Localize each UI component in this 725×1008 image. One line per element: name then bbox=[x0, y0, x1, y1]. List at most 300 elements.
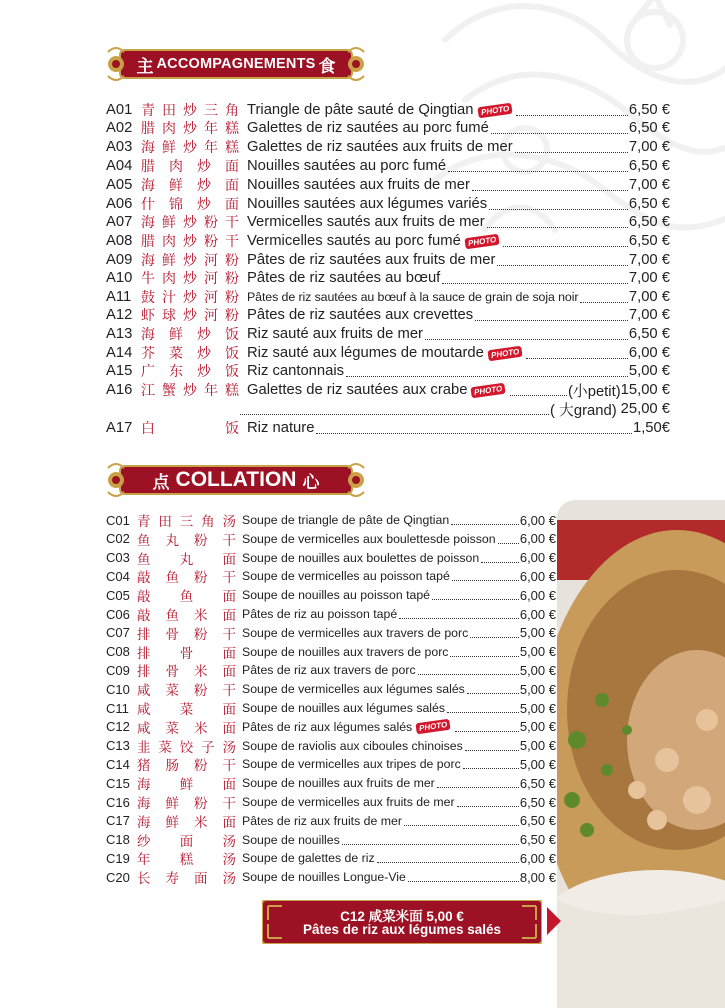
cn-char: 粉 bbox=[225, 271, 239, 287]
cn-char: 鱼 bbox=[165, 608, 179, 624]
item-price: 8,00 € bbox=[519, 869, 556, 885]
item-code: C09 bbox=[106, 662, 130, 678]
cn-char: 糕 bbox=[179, 852, 194, 869]
dot-leader bbox=[442, 283, 628, 284]
item-price: 6,00 € bbox=[519, 587, 556, 603]
dot-leader bbox=[489, 209, 628, 210]
cn-char: 面 bbox=[179, 833, 194, 850]
menu-item-row bbox=[106, 812, 556, 830]
cn-char: 汤 bbox=[222, 871, 236, 888]
item-code: C17 bbox=[106, 813, 130, 829]
item-code: C20 bbox=[106, 869, 130, 885]
food-photo bbox=[557, 500, 725, 1008]
cn-char: 田 bbox=[158, 514, 172, 530]
item-chinese-name bbox=[141, 268, 239, 288]
cn-char: 粉 bbox=[225, 290, 239, 306]
cn-char: 骨 bbox=[179, 645, 194, 662]
cn-char: 糕 bbox=[225, 383, 239, 399]
item-chinese-name bbox=[137, 773, 236, 793]
item-french-name: Galettes de riz sautées aux crabe bbox=[247, 382, 468, 398]
cn-char: 干 bbox=[225, 215, 239, 231]
item-code: C10 bbox=[106, 681, 130, 697]
item-code: C07 bbox=[106, 625, 130, 641]
cn-char: 鱼 bbox=[137, 551, 151, 568]
item-price: 5,00 € bbox=[519, 738, 556, 754]
cn-char: 面 bbox=[225, 159, 239, 175]
cn-char: 干 bbox=[222, 683, 236, 700]
item-price: 6,50 € bbox=[628, 102, 670, 118]
dot-leader bbox=[455, 731, 519, 732]
cn-char: 腊 bbox=[141, 121, 155, 137]
item-price: 15,00 € bbox=[620, 382, 670, 398]
cn-char: 三 bbox=[204, 103, 218, 119]
item-chinese-name bbox=[137, 679, 236, 699]
cn-char: 鱼 bbox=[165, 570, 179, 587]
cn-char: 面 bbox=[222, 777, 236, 794]
menu-item-row bbox=[106, 157, 670, 175]
cn-char: 河 bbox=[204, 253, 218, 269]
item-code: A17 bbox=[106, 420, 133, 436]
cn-char: 面 bbox=[222, 720, 236, 737]
photo-badge: PHOTO bbox=[464, 233, 500, 249]
item-chinese-name bbox=[137, 754, 236, 774]
cn-char: 咸 bbox=[137, 702, 151, 718]
item-chinese-name bbox=[141, 361, 239, 381]
item-price: 7,00 € bbox=[628, 270, 670, 286]
menu-item-row bbox=[106, 680, 556, 698]
cn-char: 什 bbox=[141, 197, 155, 213]
photo-caption bbox=[262, 900, 542, 944]
item-code: A01 bbox=[106, 102, 133, 118]
banner-cn-right: 食 bbox=[318, 56, 336, 77]
cn-char: 海 bbox=[137, 777, 151, 794]
item-price: 7,00 € bbox=[628, 139, 670, 155]
item-price: 6,00 € bbox=[519, 550, 556, 566]
item-code: C18 bbox=[106, 832, 130, 848]
item-code: A06 bbox=[106, 196, 133, 212]
item-chinese-name bbox=[137, 736, 236, 756]
item-french-name: Nouilles sautées aux légumes variés bbox=[247, 196, 488, 212]
cn-char: 角 bbox=[201, 514, 215, 530]
menu-item-row bbox=[106, 511, 556, 529]
item-french-name: Soupe de nouilles bbox=[242, 832, 340, 847]
item-chinese-name bbox=[137, 642, 236, 662]
cn-char: 汤 bbox=[222, 852, 236, 869]
item-french-name: Soupe de vermicelles aux tripes de porc bbox=[242, 757, 461, 772]
cn-char: 鱼 bbox=[179, 589, 194, 606]
item-french-name: Soupe de nouilles aux boulettes de poisson bbox=[242, 550, 480, 565]
menu-item-row bbox=[106, 251, 670, 269]
cn-char: 广 bbox=[141, 364, 155, 380]
item-price: 6,00 € bbox=[519, 512, 556, 528]
dot-leader bbox=[377, 862, 519, 863]
cn-char: 炒 bbox=[183, 271, 197, 287]
item-french-name: Soupe de vermicelles aux boulettesde poisson bbox=[242, 531, 496, 546]
cn-char: 干 bbox=[222, 626, 236, 643]
menu-item-row bbox=[106, 362, 670, 380]
cn-char: 干 bbox=[222, 758, 236, 775]
item-price: 7,00 € bbox=[628, 289, 670, 305]
item-chinese-name bbox=[137, 867, 236, 887]
item-french-name: Nouilles sautées au porc fumé bbox=[247, 158, 447, 174]
cn-char: 饭 bbox=[225, 421, 239, 437]
cn-char: 面 bbox=[222, 589, 236, 606]
banner-cn-right: 心 bbox=[302, 472, 320, 493]
item-french-name: Nouilles sautées aux fruits de mer bbox=[247, 177, 470, 193]
dot-leader bbox=[491, 133, 628, 134]
menu-item-row bbox=[106, 119, 670, 137]
dot-leader bbox=[498, 543, 519, 544]
menu-item-row bbox=[106, 849, 556, 867]
cn-char: 菜 bbox=[165, 720, 179, 737]
photo-badge: PHOTO bbox=[416, 719, 452, 735]
cn-char: 敲 bbox=[137, 608, 151, 624]
cn-char: 面 bbox=[194, 871, 208, 888]
cn-char: 年 bbox=[137, 852, 151, 869]
item-code: C08 bbox=[106, 644, 130, 660]
menu-item-row bbox=[106, 195, 670, 213]
cn-char: 海 bbox=[141, 178, 155, 194]
cn-char: 粉 bbox=[194, 796, 208, 812]
item-chinese-name bbox=[137, 811, 236, 831]
cn-char: 韭 bbox=[137, 739, 151, 756]
caption-arrow-icon bbox=[547, 907, 561, 935]
item-french-name: Riz nature bbox=[247, 420, 315, 436]
cn-char: 牛 bbox=[141, 271, 155, 287]
cn-char: 炒 bbox=[197, 178, 211, 194]
item-code: C15 bbox=[106, 775, 130, 791]
cn-char: 骨 bbox=[165, 626, 179, 643]
section-banner-accompagnements bbox=[106, 44, 366, 84]
cn-char: 炒 bbox=[183, 290, 197, 306]
cn-char: 菜 bbox=[179, 702, 194, 718]
cn-char: 面 bbox=[225, 197, 239, 213]
dot-leader bbox=[516, 115, 628, 116]
cn-char: 面 bbox=[225, 178, 239, 194]
cn-char: 炒 bbox=[197, 197, 211, 213]
item-chinese-name bbox=[141, 156, 239, 176]
item-chinese-name bbox=[141, 324, 239, 344]
cn-char: 肠 bbox=[165, 758, 179, 775]
cn-char: 白 bbox=[141, 421, 155, 437]
dot-leader bbox=[448, 171, 628, 172]
item-price: 7,00 € bbox=[628, 177, 670, 193]
menu-item-row bbox=[106, 288, 670, 306]
menu-item-row bbox=[106, 381, 670, 399]
cn-char: 河 bbox=[204, 308, 218, 324]
cn-char: 糕 bbox=[225, 121, 239, 137]
menu-item-row bbox=[106, 567, 556, 585]
dot-leader bbox=[472, 190, 628, 191]
item-french-name: Vermicelles sautés aux fruits de mer bbox=[247, 214, 485, 230]
item-chinese-name bbox=[141, 231, 239, 251]
cn-char: 炒 bbox=[183, 253, 197, 269]
cn-char: 粉 bbox=[194, 626, 208, 643]
cn-char: 米 bbox=[194, 720, 208, 737]
item-french-name: Soupe de vermicelles aux légumes salés bbox=[242, 682, 465, 697]
item-french-name: Pâtes de riz sautées aux fruits de mer bbox=[247, 252, 496, 268]
cn-char: 饭 bbox=[225, 364, 239, 380]
section-title: COLLATION bbox=[175, 468, 297, 491]
cn-char: 炒 bbox=[183, 140, 197, 156]
menu-item-row bbox=[106, 586, 556, 604]
item-code: A08 bbox=[106, 233, 133, 249]
dot-leader bbox=[408, 881, 519, 882]
item-code: C11 bbox=[106, 700, 129, 716]
item-chinese-name bbox=[137, 529, 236, 549]
menu-item-row bbox=[106, 868, 556, 886]
cn-char: 炒 bbox=[183, 383, 197, 399]
cn-char: 面 bbox=[222, 664, 236, 681]
item-price: 5,00 € bbox=[519, 625, 556, 641]
item-code: A02 bbox=[106, 120, 133, 136]
item-price: 6,50 € bbox=[519, 813, 556, 829]
cn-char: 面 bbox=[222, 551, 236, 568]
cn-char: 咸 bbox=[137, 683, 151, 700]
cn-char: 丸 bbox=[165, 532, 179, 549]
item-code: C06 bbox=[106, 606, 130, 622]
cn-char: 面 bbox=[222, 814, 236, 831]
item-price: 6,50 € bbox=[628, 158, 670, 174]
item-chinese-name bbox=[137, 566, 236, 586]
banner-cn-left: 主 bbox=[136, 56, 154, 77]
item-code: A15 bbox=[106, 363, 133, 379]
item-price: 6,00 € bbox=[628, 345, 670, 361]
item-french-name: Soupe de vermicelles aux travers de porc bbox=[242, 625, 469, 640]
item-chinese-name bbox=[137, 623, 236, 643]
cn-char: 海 bbox=[141, 327, 155, 343]
cn-char: 骨 bbox=[165, 664, 179, 681]
menu-item-row bbox=[106, 774, 556, 792]
menu-item-row bbox=[106, 718, 556, 736]
cn-char: 寿 bbox=[165, 871, 179, 888]
item-chinese-name bbox=[137, 717, 236, 737]
dot-leader bbox=[580, 302, 627, 303]
cn-char: 粉 bbox=[204, 215, 218, 231]
size-label: ( 大grand) bbox=[550, 402, 617, 419]
item-french-name: Soupe de vermicelles au poisson tapé bbox=[242, 569, 450, 584]
cn-char: 鲜 bbox=[165, 796, 179, 812]
menu-item-row bbox=[106, 699, 556, 717]
dot-leader bbox=[463, 768, 519, 769]
item-price: 6,00 € bbox=[519, 850, 556, 866]
cn-char: 饺 bbox=[179, 739, 194, 756]
dot-leader bbox=[510, 395, 567, 396]
cn-char: 干 bbox=[222, 796, 236, 812]
item-chinese-name bbox=[141, 212, 239, 232]
dot-leader bbox=[451, 524, 519, 525]
dot-leader bbox=[450, 656, 518, 657]
dot-leader bbox=[465, 750, 519, 751]
item-french-name: Soupe de nouilles Longue-Vie bbox=[242, 870, 406, 885]
cn-char: 芥 bbox=[141, 346, 155, 362]
dot-leader bbox=[399, 618, 519, 619]
item-code: C02 bbox=[106, 531, 130, 547]
item-french-name: Soupe de nouilles au poisson tapé bbox=[242, 588, 431, 603]
item-code: A13 bbox=[106, 326, 133, 342]
item-price: 7,00 € bbox=[628, 307, 670, 323]
caption-line1: C12 咸菜米面 5,00 € bbox=[340, 909, 464, 924]
dot-leader bbox=[437, 787, 519, 788]
item-french-name: Riz sauté aux légumes de moutarde bbox=[247, 345, 484, 361]
item-chinese-name bbox=[137, 510, 236, 530]
cn-char: 虾 bbox=[141, 308, 155, 324]
cn-char: 干 bbox=[222, 532, 236, 549]
cn-char: 炒 bbox=[183, 234, 197, 250]
item-code: C03 bbox=[106, 550, 130, 566]
item-price: 5,00 € bbox=[519, 662, 556, 678]
cn-char: 饭 bbox=[225, 346, 239, 362]
cn-char: 腊 bbox=[141, 234, 155, 250]
item-code: C14 bbox=[106, 756, 130, 772]
item-code: C01 bbox=[106, 512, 130, 528]
item-price: 5,00 € bbox=[628, 363, 670, 379]
item-french-name: Riz cantonnais bbox=[247, 363, 345, 379]
item-french-name: Pâtes de riz au poisson tapé bbox=[242, 607, 398, 621]
dot-leader bbox=[481, 562, 519, 563]
cn-char: 干 bbox=[225, 234, 239, 250]
item-french-name: Soupe de nouilles aux fruits de mer bbox=[242, 776, 435, 791]
menu-item-row bbox=[106, 793, 556, 811]
cn-char: 粉 bbox=[225, 308, 239, 324]
cn-char: 敲 bbox=[137, 589, 151, 606]
dot-leader bbox=[404, 825, 519, 826]
cn-char: 鱼 bbox=[137, 532, 151, 549]
item-code: A07 bbox=[106, 214, 133, 230]
item-price: 5,00 € bbox=[519, 719, 556, 735]
cn-char: 鲜 bbox=[169, 178, 183, 194]
item-code: A09 bbox=[106, 252, 133, 268]
item-code: A11 bbox=[106, 289, 132, 305]
cn-char: 鲜 bbox=[162, 215, 176, 231]
item-chinese-name bbox=[141, 250, 239, 270]
item-code: C16 bbox=[106, 794, 130, 810]
item-code: A12 bbox=[106, 307, 133, 323]
cn-char: 三 bbox=[179, 514, 194, 530]
item-chinese-name bbox=[141, 343, 239, 363]
cn-char: 江 bbox=[141, 383, 155, 399]
cn-char: 鲜 bbox=[162, 140, 176, 156]
item-code: C19 bbox=[106, 850, 130, 866]
cn-char: 角 bbox=[225, 103, 239, 119]
dot-leader bbox=[240, 414, 549, 415]
dot-leader bbox=[418, 674, 519, 675]
item-price: 6,50 € bbox=[628, 120, 670, 136]
dot-leader bbox=[457, 806, 519, 807]
item-code: A16 bbox=[106, 382, 133, 398]
dot-leader bbox=[526, 358, 628, 359]
cn-char: 干 bbox=[222, 570, 236, 587]
item-price: 6,50 € bbox=[519, 832, 556, 848]
cn-char: 菜 bbox=[158, 739, 172, 756]
cn-char: 粉 bbox=[204, 234, 218, 250]
menu-item-row bbox=[106, 831, 556, 849]
cn-char: 米 bbox=[194, 814, 208, 831]
cn-char: 糕 bbox=[225, 140, 239, 156]
cn-char: 年 bbox=[204, 121, 218, 137]
menu-item-row bbox=[106, 661, 556, 679]
dot-leader bbox=[316, 433, 632, 434]
cn-char: 炒 bbox=[183, 308, 197, 324]
menu-item-row bbox=[106, 344, 670, 362]
menu-item-row bbox=[106, 138, 670, 156]
dot-leader bbox=[470, 637, 519, 638]
cn-char: 面 bbox=[222, 645, 236, 662]
menu-item-row bbox=[106, 737, 556, 755]
section-banner-collation bbox=[106, 460, 366, 500]
dot-leader bbox=[342, 844, 519, 845]
cn-char: 粉 bbox=[194, 532, 208, 549]
banner-cn-left: 点 bbox=[152, 472, 170, 493]
menu-item-row bbox=[106, 419, 670, 437]
menu-item-row bbox=[106, 624, 556, 642]
item-chinese-name bbox=[141, 380, 239, 400]
item-price: 6,50 € bbox=[628, 214, 670, 230]
cn-char: 海 bbox=[137, 814, 151, 831]
item-chinese-name bbox=[141, 305, 239, 325]
cn-char: 青 bbox=[137, 514, 151, 530]
dot-leader bbox=[346, 376, 628, 377]
dot-leader bbox=[515, 152, 628, 153]
dot-leader bbox=[432, 599, 519, 600]
cn-char: 子 bbox=[201, 739, 215, 756]
cn-char: 面 bbox=[222, 608, 236, 624]
cn-char: 炒 bbox=[197, 159, 211, 175]
item-price: 6,00 € bbox=[519, 568, 556, 584]
item-french-name: Soupe de vermicelles aux fruits de mer bbox=[242, 795, 455, 809]
cn-char: 海 bbox=[141, 140, 155, 156]
item-chinese-name bbox=[141, 194, 239, 214]
cn-char: 鲜 bbox=[179, 777, 194, 794]
dot-leader bbox=[475, 320, 628, 321]
cn-char: 长 bbox=[137, 871, 151, 888]
cn-char: 肉 bbox=[169, 159, 183, 175]
item-french-name: Riz sauté aux fruits de mer bbox=[247, 326, 423, 342]
cn-char: 海 bbox=[141, 253, 155, 269]
item-french-name: Pâtes de riz aux fruits de mer bbox=[242, 813, 402, 828]
item-french-name: Pâtes de riz aux légumes salés bbox=[242, 719, 413, 734]
cn-char: 年 bbox=[204, 383, 218, 399]
cn-char: 青 bbox=[141, 103, 155, 119]
item-code: C12 bbox=[106, 719, 130, 735]
item-price: 6,50 € bbox=[519, 794, 556, 810]
item-price: 6,00 € bbox=[519, 606, 556, 622]
cn-char: 海 bbox=[137, 796, 151, 812]
item-chinese-name bbox=[141, 175, 239, 195]
item-french-name: Pâtes de riz sautées aux crevettes bbox=[247, 307, 474, 323]
item-french-name: Triangle de pâte sauté de Qingtian bbox=[247, 102, 474, 118]
item-code: A04 bbox=[106, 158, 133, 174]
cn-char: 海 bbox=[141, 215, 155, 231]
menu-item-row bbox=[106, 306, 670, 324]
cn-char: 河 bbox=[204, 290, 218, 306]
cn-char: 鼓 bbox=[141, 290, 155, 306]
cn-char: 鲜 bbox=[169, 327, 183, 343]
cn-char: 菜 bbox=[169, 346, 183, 362]
item-price: 5,00 € bbox=[519, 756, 556, 772]
item-french-name: Galettes de riz sautées aux fruits de mer bbox=[247, 139, 513, 155]
menu-item-row bbox=[106, 213, 670, 231]
item-code: A05 bbox=[106, 177, 133, 193]
caption-line2: Pâtes de riz aux légumes salés bbox=[302, 922, 502, 937]
cn-char: 肉 bbox=[162, 234, 176, 250]
menu-item-row bbox=[106, 176, 670, 194]
cn-char: 肉 bbox=[162, 121, 176, 137]
item-chinese-name bbox=[141, 287, 239, 307]
cn-char: 炒 bbox=[197, 364, 211, 380]
cn-char: 猪 bbox=[137, 758, 151, 775]
menu-item-row bbox=[106, 101, 670, 119]
